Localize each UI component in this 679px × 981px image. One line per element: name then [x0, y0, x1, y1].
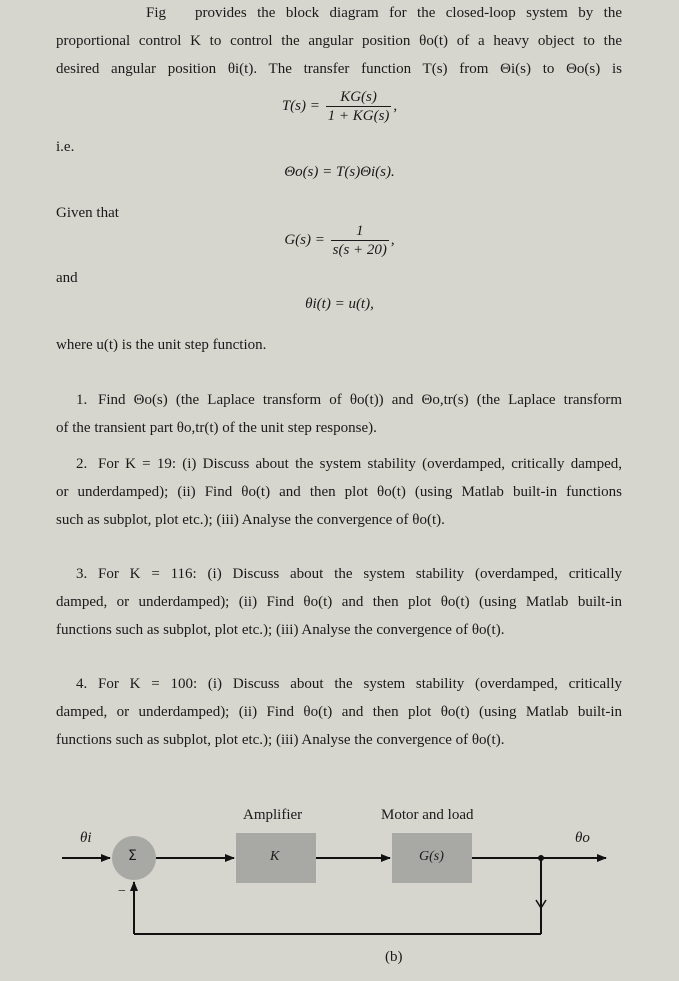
question-number: 2. [76, 456, 88, 472]
intro-line-2: proportional control K to control the angular position θo(t) of a heavy object to the [56, 33, 622, 49]
question-3-line-3: functions such as subplot, plot etc.); (iii) Analyse the convergence of θo(t). [56, 622, 505, 638]
equation-input: θi(t) = u(t), [305, 296, 374, 312]
block-diagram [0, 790, 679, 980]
ie-label: i.e. [56, 139, 75, 155]
question-text: Find Θo(s) (the Laplace transform of θo(t)) and Θo,tr(s) (the Laplace transform [98, 392, 622, 408]
question-number: 1. [76, 392, 88, 408]
fig-ref: Fig [146, 5, 167, 21]
equation-transfer-function [0, 88, 679, 125]
amplifier-block-label: K [270, 849, 280, 864]
eq-G-lhs: G(s) = [284, 232, 325, 248]
question-4-line-2: damped, or underdamped); (ii) Find θo(t) and then plot θo(t) (using Matlab built-in [56, 704, 622, 720]
figure-caption: (b) [385, 949, 403, 965]
amplifier-label: Amplifier [243, 807, 303, 823]
question-text: For K = 19: (i) Discuss about the system stability (overdamped, critically damped, [98, 456, 622, 472]
motor-label: Motor and load [381, 807, 474, 823]
question-2-line-3: such as subplot, plot etc.); (iii) Analyse the convergence of θo(t). [56, 512, 445, 528]
where-line: where u(t) is the unit step function. [56, 337, 267, 353]
intro-line-3: desired angular position θi(t). The transfer function T(s) from Θi(s) to Θo(s) is [56, 61, 622, 77]
plant-block-label: G(s) [419, 849, 444, 864]
question-2-line-2: or underdamped); (ii) Find θo(t) and then plot θo(t) (using Matlab built-in functions [56, 484, 622, 500]
minus-sign: − [118, 884, 126, 899]
eq-G-tail: , [390, 232, 395, 248]
eq-T-denominator: 1 + KG(s) [327, 108, 390, 124]
output-label: θo [575, 830, 590, 846]
equation-plant [0, 222, 679, 259]
equation-theta-o: Θo(s) = T(s)Θi(s). [284, 164, 395, 180]
question-number: 4. [76, 676, 88, 692]
eq-G-fraction [331, 222, 389, 259]
intro-line-1-text: provides the block diagram for the closed-loop system by the [195, 5, 622, 21]
question-text: For K = 100: (i) Discuss about the system stability (overdamped, critically [98, 676, 622, 692]
question-4-line-3: functions such as subplot, plot etc.); (iii) Analyse the convergence of θo(t). [56, 732, 505, 748]
question-number: 3. [76, 566, 88, 582]
eq-T-lhs: T(s) = [281, 98, 320, 114]
block-diagram-svg [0, 790, 679, 980]
question-1-line-2: of the transient part θo,tr(t) of the unit step response). [56, 420, 377, 436]
eq-T-tail: , [393, 98, 398, 114]
input-label: θi [80, 830, 92, 846]
eq-G-denominator: s(s + 20) [332, 242, 387, 258]
eq-T-numerator: KG(s) [326, 88, 392, 107]
eq-T-fraction [326, 88, 392, 125]
intro-line-1 [56, 3, 622, 23]
sum-symbol: Σ [128, 848, 137, 864]
given-label: Given that [56, 205, 119, 221]
question-3-line-2: damped, or underdamped); (ii) Find θo(t) and then plot θo(t) (using Matlab built-in [56, 594, 622, 610]
and-label: and [56, 270, 78, 286]
eq-G-numerator: 1 [331, 222, 389, 241]
question-text: For K = 116: (i) Discuss about the system stability (overdamped, critically [98, 566, 622, 582]
